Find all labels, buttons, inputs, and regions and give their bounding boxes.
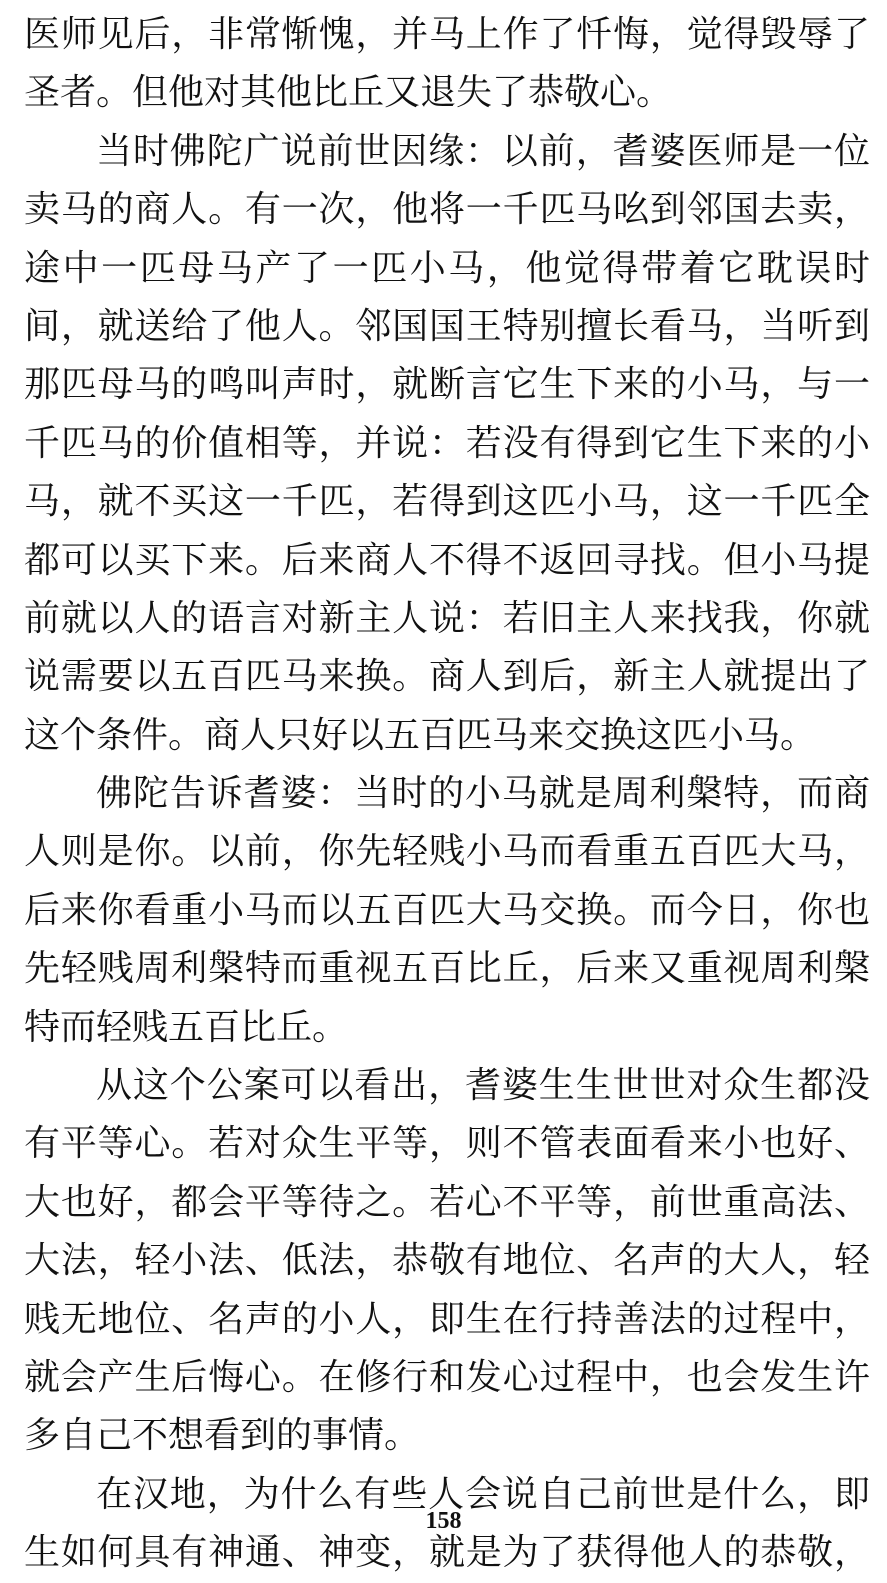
text-line: 就会产生后悔心。在修行和发心过程中，也会发生许 — [24, 1356, 870, 1398]
text-line: 有平等心。若对众生平等，则不管表面看来小也好、 — [24, 1123, 870, 1165]
text-line: 圣者。但他对其他比丘又退失了恭敬心。 — [24, 72, 673, 114]
paragraph-first-line: 在汉地，为什么有些人会说自己前世是什么，即 — [96, 1473, 870, 1515]
text-line: 那匹母马的鸣叫声时，就断言它生下来的小马，与一 — [24, 364, 870, 406]
paragraph-first-line: 当时佛陀广说前世因缘：以前，耆婆医师是一位 — [96, 130, 870, 172]
text-line: 大法，轻小法、低法，恭敬有地位、名声的大人，轻 — [24, 1240, 870, 1282]
paragraph-first-line: 从这个公案可以看出，耆婆生生世世对众生都没 — [96, 1065, 870, 1107]
text-line: 贱无地位、名声的小人，即生在行持善法的过程中， — [24, 1298, 870, 1340]
text-line: 千匹马的价值相等，并说：若没有得到它生下来的小 — [24, 422, 870, 464]
text-line: 多自己不想看到的事情。 — [24, 1415, 421, 1457]
text-line: 人则是你。以前，你先轻贱小马而看重五百匹大马， — [24, 831, 870, 873]
text-line: 都可以买下来。后来商人不得不返回寻找。但小马提 — [24, 539, 870, 581]
paragraph-first-line: 佛陀告诉耆婆：当时的小马就是周利槃特，而商 — [96, 773, 870, 815]
text-line: 医师见后，非常惭愧，并马上作了忏悔，觉得毁辱了 — [24, 14, 870, 55]
text-line: 这个条件。商人只好以五百匹马来交换这匹小马。 — [24, 714, 817, 756]
text-line: 特而轻贱五百比丘。 — [24, 1006, 349, 1048]
text-line: 说需要以五百匹马来换。商人到后，新主人就提出了 — [24, 656, 870, 698]
text-line: 先轻贱周利槃特而重视五百比丘，后来又重视周利槃 — [24, 948, 870, 990]
body-text — [24, 6, 870, 1583]
text-line: 途中一匹母马产了一匹小马，他觉得带着它耽误时 — [24, 247, 870, 289]
text-line: 马，就不买这一千匹，若得到这匹小马，这一千匹全 — [24, 481, 870, 523]
text-line: 间，就送给了他人。邻国国王特别擅长看马，当听到 — [24, 305, 870, 347]
text-line: 生如何具有神通、神变，就是为了获得他人的恭敬， — [24, 1532, 870, 1574]
page-number: 158 — [425, 1508, 462, 1534]
text-line: 大也好，都会平等待之。若心不平等，前世重高法、 — [24, 1181, 870, 1223]
text-line: 前就以人的语言对新主人说：若旧主人来找我，你就 — [24, 597, 870, 639]
text-line: 卖马的商人。有一次，他将一千匹马吆到邻国去卖， — [24, 189, 870, 231]
text-line: 后来你看重小马而以五百匹大马交换。而今日，你也 — [24, 889, 870, 931]
